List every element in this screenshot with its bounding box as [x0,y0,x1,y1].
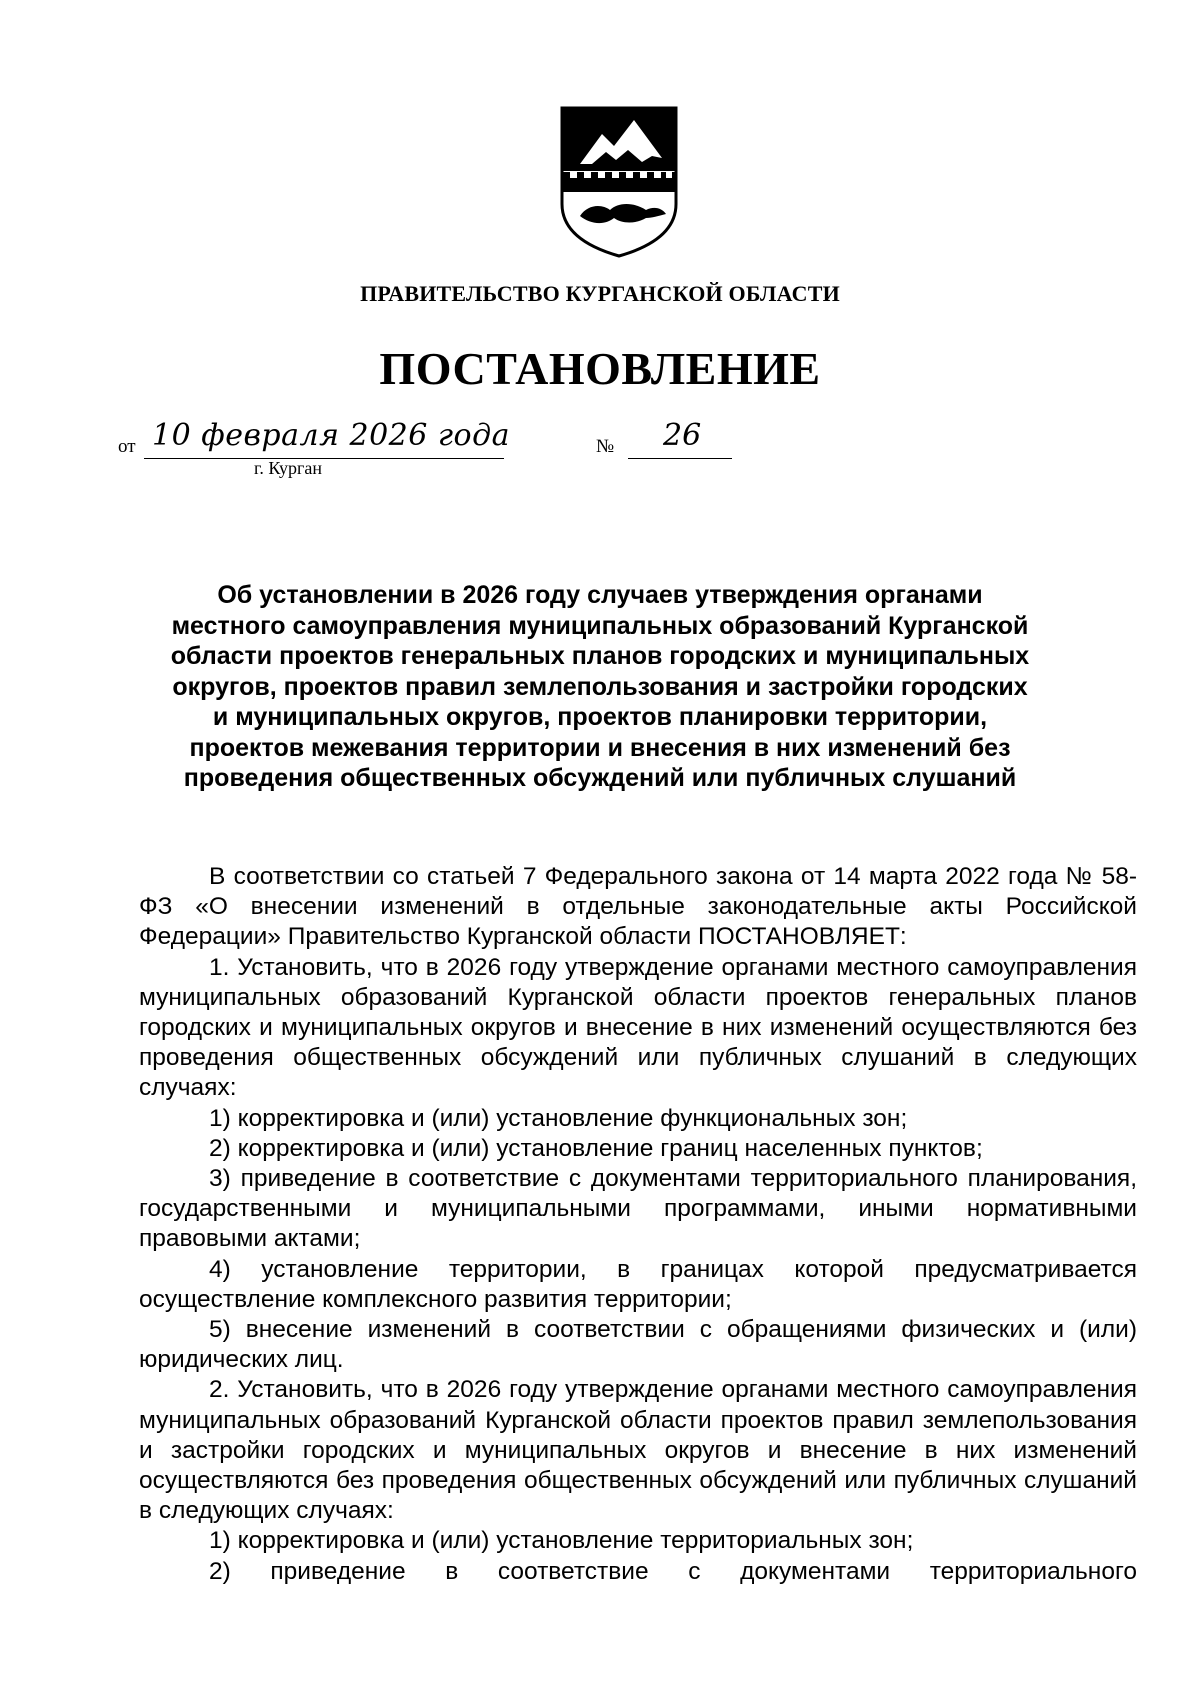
document-body [139,862,1137,1587]
number-label: № [596,436,615,457]
list-item: 5) внесение изменений в соответствии с обращениями физических и (или) юридических лиц. [139,1316,1137,1374]
list-item: 2) приведение в соответствие с документами территориального [209,1557,1137,1585]
list-item: 3) приведение в соответствие с документами территориального планирования, государственными и муниципальными программами, иными нормативными правовыми актами; [139,1165,1137,1253]
list-item: 1) корректировка и (или) установление территориальных зон; [209,1527,914,1555]
date-number-block [118,418,702,478]
document-type-heading: ПОСТАНОВЛЕНИЕ [379,343,821,394]
government-name: ПРАВИТЕЛЬСТВО КУРГАНСКОЙ ОБЛАСТИ [360,281,840,306]
list-item: 1) корректировка и (или) установление функциональных зон; [209,1104,908,1132]
date-underline [144,458,504,459]
handwritten-date: 10 февраля 2026 года [152,418,511,453]
list-item: 4) установление территории, в границах которой предусматривается осуществление комплексного развития территории; [139,1255,1137,1313]
paragraph: В соответствии со статьей 7 Федерального закона от 14 марта 2022 года № 58-ФЗ «О внесении изменений в отдельные законодательные акты Российской Федерации» Правительство Курганской области ПОСТАНОВЛЯЕТ: [139,863,1137,951]
handwritten-number: 26 [663,418,702,453]
document-title: Об установлении в 2026 году случаев утверждения органами местного самоуправления муниципальных образований Курганской области проектов генеральных планов городских и муниципальных округов, проектов правил землепользования и застройки городских и муниципальных округов, проектов планировки территории, проектов межевания территории и внесения в них изменений без проведения общественных обсуждений или публичных слушаний [170,581,1030,792]
number-underline [628,458,732,459]
paragraph: 1. Установить, что в 2026 году утверждение органами местного самоуправления муниципальных образований Курганской области проектов генеральных планов городских и муниципальных округов и внесение в них изменений осуществляются без проведения общественных обсуждений или публичных слушаний в следующих случаях: [139,953,1137,1102]
coat-of-arms-emblem [558,106,680,258]
paragraph: 2. Установить, что в 2026 году утверждение органами местного самоуправления муниципальных образований Курганской области проектов правил землепользования и застройки городских и муниципальных округов и внесение в них изменений осуществляются без проведения общественных обсуждений или публичных слушаний в следующих случаях: [139,1376,1137,1525]
list-item: 2) корректировка и (или) установление границ населенных пунктов; [209,1134,983,1162]
date-prefix-label: от [118,436,136,457]
city-label: г. Курган [254,458,323,478]
